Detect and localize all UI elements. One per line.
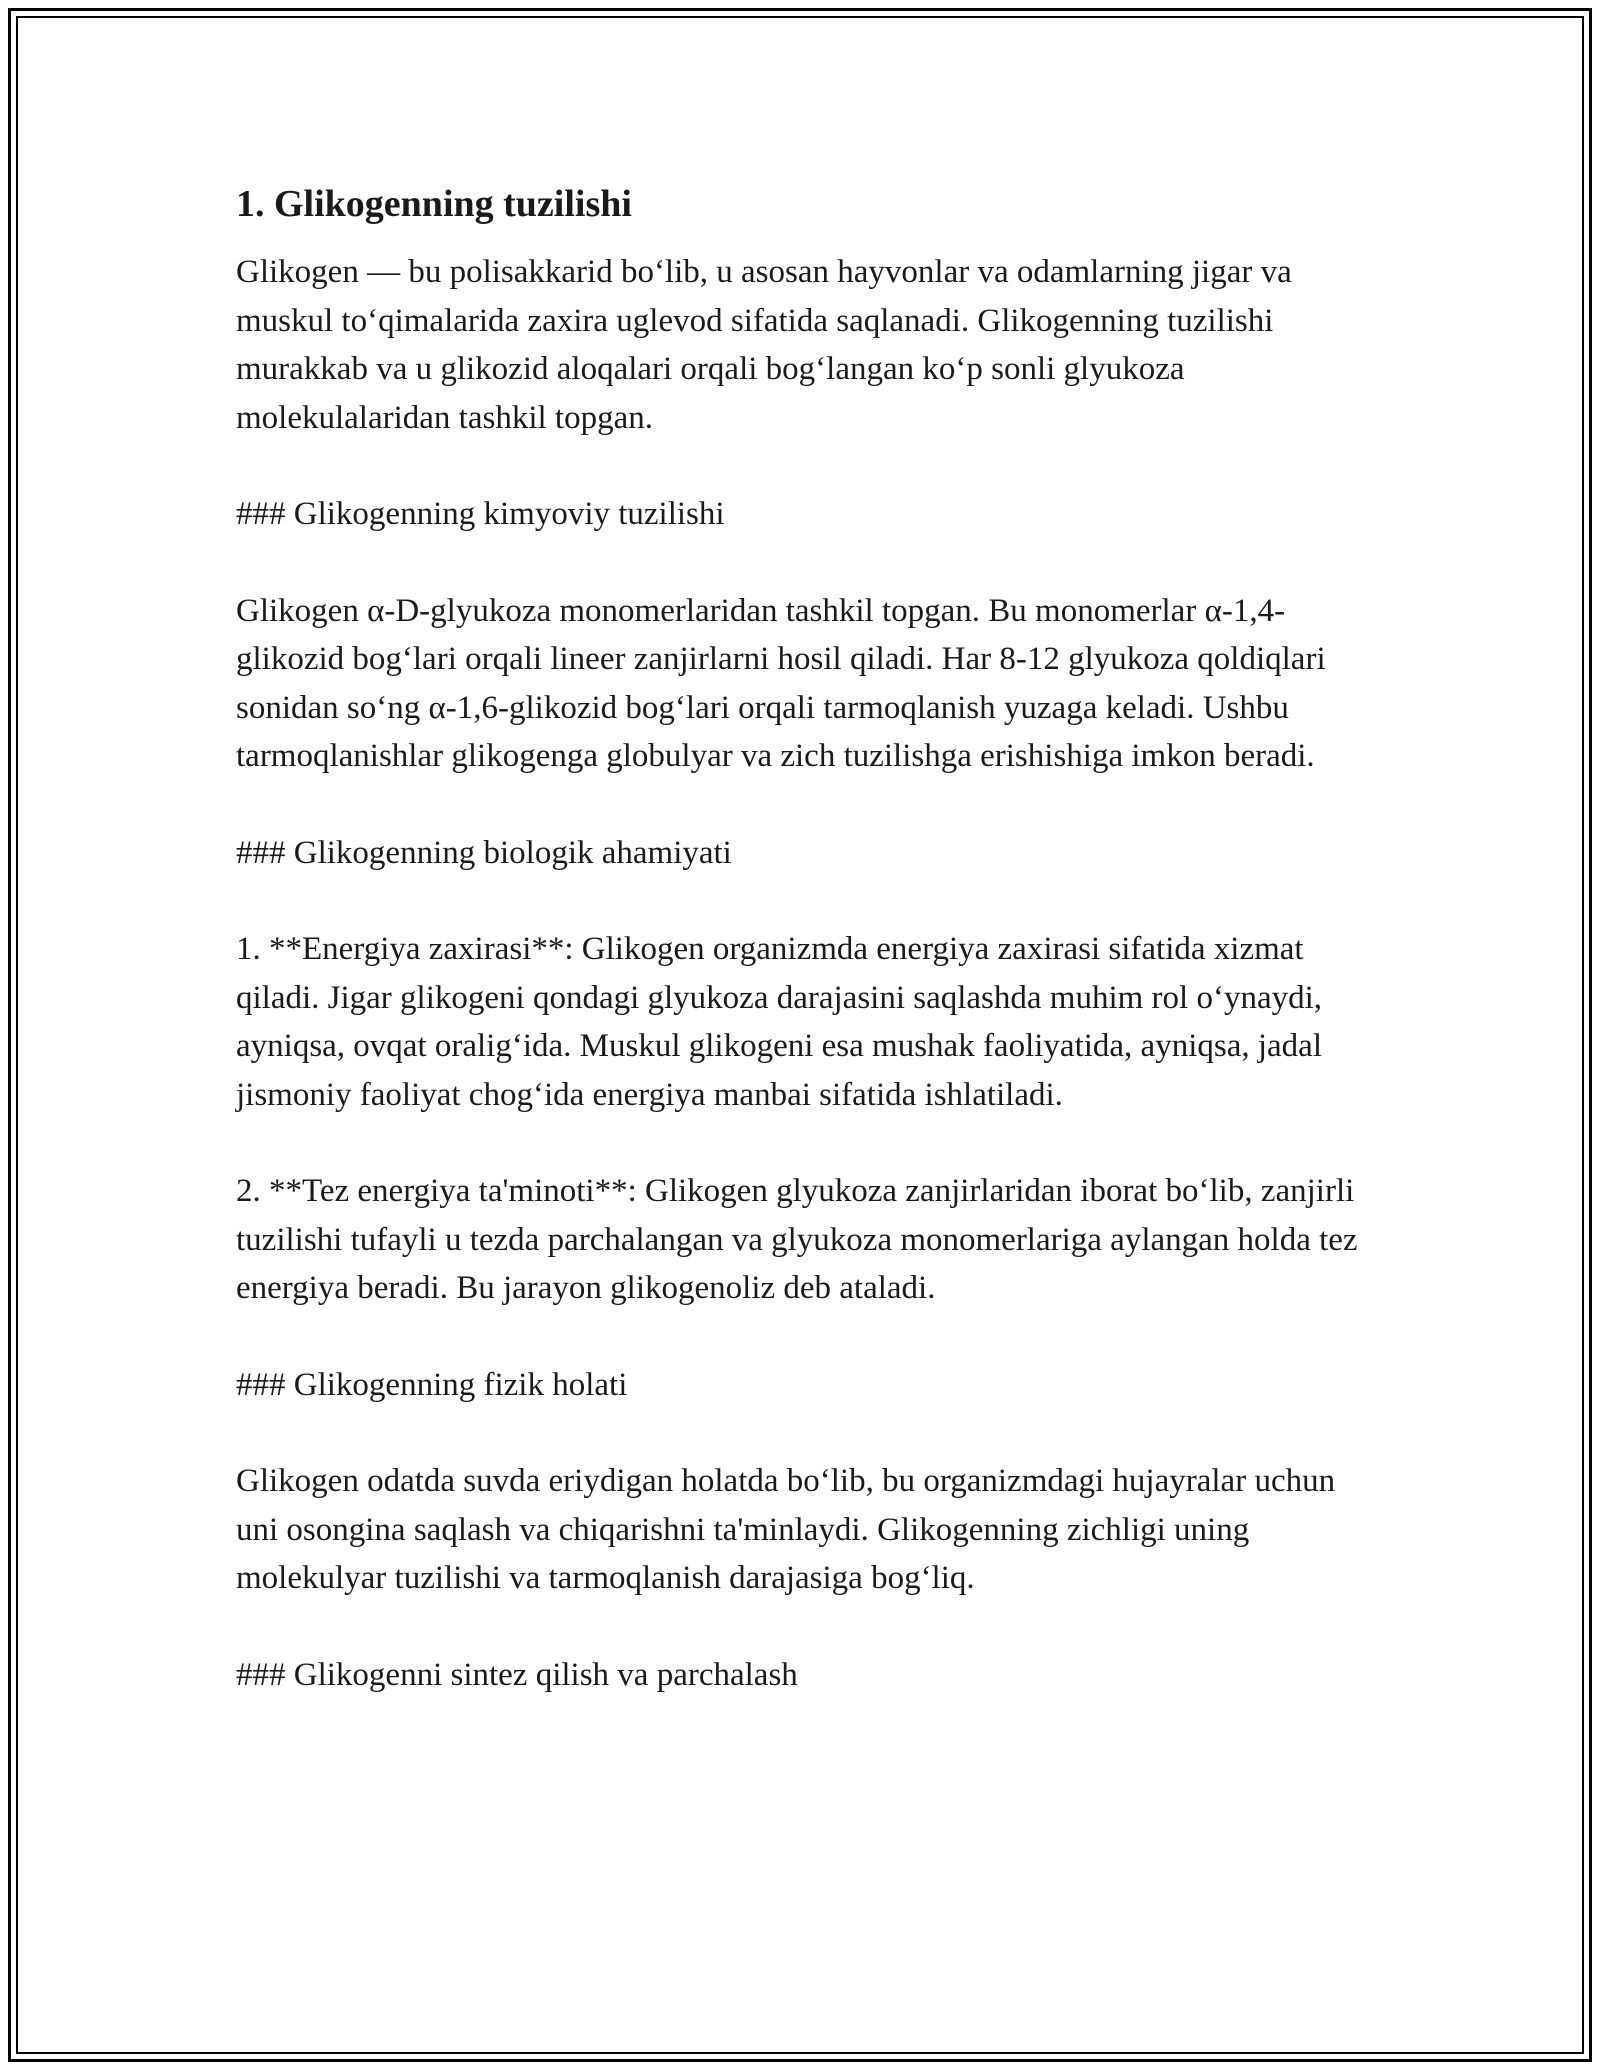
- document-title: 1. Glikogenning tuzilishi: [236, 183, 632, 225]
- section-heading-physical-state: ### Glikogenning fizik holati: [236, 1366, 628, 1403]
- document-body: [236, 180, 1376, 1699]
- section-heading-chemical-structure: ### Glikogenning kimyoviy tuzilishi: [236, 496, 725, 532]
- section-heading-synthesis-breakdown: ### Glikogenni sintez qilish va parchalash: [236, 1656, 798, 1693]
- section-heading-biological-significance: ### Glikogenning biologik ahamiyati: [236, 834, 732, 871]
- intro-paragraph: Glikogen — bu polisakkarid bo‘lib, u asosan hayvonlar va odamlarning jigar va muskul to‘qimalarida zaxira uglevod sifatida saqlanadi. Glikogenning tuzilishi murakkab va u glikozid aloqalari orqali bog‘langan ko‘p sonli glyukoza molekulalaridan tashkil topgan.: [236, 254, 1292, 436]
- physical-state-paragraph: Glikogen odatda suvda eriydigan holatda bo‘lib, bu organizmdagi hujayralar uchun uni osongina saqlash va chiqarishni ta'minlaydi. Glikogenning zichligi uning molekulyar tuzilishi va tarmoqlanish darajasiga bog‘liq.: [236, 1463, 1336, 1596]
- fast-energy-paragraph: 2. **Tez energiya ta'minoti**: Glikogen glyukoza zanjirlaridan iborat bo‘lib, zanjirli tuzilishi tufayli u tezda parchalangan va glyukoza monomerlariga aylangan holda tez energiya beradi. Bu jarayon glikogenoliz deb ataladi.: [236, 1173, 1358, 1306]
- chemical-structure-paragraph: Glikogen α-D-glyukoza monomerlaridan tashkil topgan. Bu monomerlar α-1,4-glikozid bog‘lari orqali lineer zanjirlarni hosil qiladi. Har 8-12 glyukoza qoldiqlari sonidan so‘ng α-1,6-glikozid bog‘lari orqali tarmoqlanish yuzaga keladi. Ushbu tarmoqlanishlar glikogenga globulyar va zich tuzilishga erishishiga imkon beradi.: [236, 592, 1326, 774]
- energy-reserve-paragraph: 1. **Energiya zaxirasi**: Glikogen organizmda energiya zaxirasi sifatida xizmat qiladi. Jigar glikogeni qondagi glyukoza darajasini saqlashda muhim rol o‘ynaydi, ayniqsa, ovqat oralig‘ida. Muskul glikogeni esa mushak faoliyatida, ayniqsa, jadal jismoniy faoliyat chog‘ida energiya manbai sifatida ishlatiladi.: [236, 931, 1323, 1113]
